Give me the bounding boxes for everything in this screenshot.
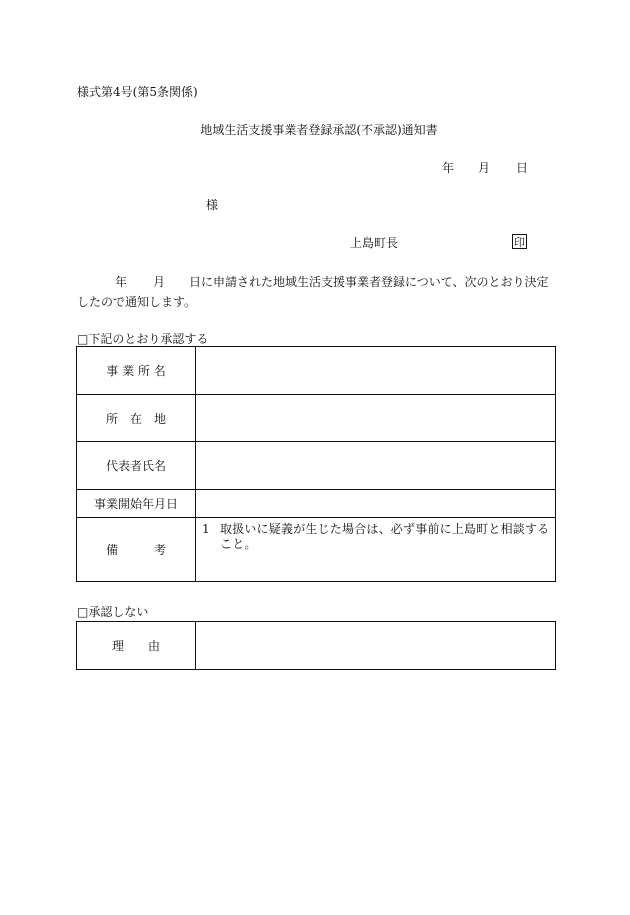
note-number: 1 — [202, 522, 210, 536]
note-text: 取扱いに疑義が生じた場合は、必ず事前に上島町と相談すること。 — [220, 522, 550, 551]
date-month: 月 — [478, 161, 491, 175]
date-line — [442, 162, 528, 174]
reject-section-label — [77, 606, 148, 618]
start-date-field[interactable] — [196, 490, 556, 518]
remarks-note — [196, 518, 555, 552]
remarks-header: 備 考 — [77, 518, 196, 582]
table-row — [77, 395, 556, 442]
approve-checkbox[interactable]: □ — [77, 332, 89, 346]
reason-header: 理 由 — [77, 622, 196, 670]
approve-label-text: 下記のとおり承認する — [88, 332, 209, 346]
date-day: 日 — [516, 161, 529, 175]
seal-mark: 印 — [514, 236, 525, 249]
table-row — [77, 442, 556, 490]
body-year: 年 — [115, 275, 128, 289]
approve-section-label — [77, 333, 208, 345]
representative-header: 代表者氏名 — [77, 442, 196, 490]
representative-field[interactable] — [196, 442, 556, 490]
table-row — [77, 518, 556, 582]
body-month: 月 — [153, 275, 166, 289]
date-year: 年 — [442, 161, 455, 175]
table-row — [77, 622, 556, 670]
reject-label-text: 承認しない — [88, 605, 149, 619]
form-number: 様式第4号(第5条関係) — [77, 85, 198, 99]
document-title: 地域生活支援事業者登録承認(不承認)通知書 — [200, 123, 438, 137]
office-name-field[interactable] — [196, 347, 556, 395]
address-header: 所 在 地 — [77, 395, 196, 442]
body-text — [77, 272, 555, 312]
body-rest: 日に申請された地域生活支援事業者登録について、次のとおり決定したので通知します。 — [77, 275, 549, 309]
reason-field[interactable] — [196, 622, 556, 670]
rejection-table — [76, 621, 556, 670]
start-date-header: 事業開始年月日 — [77, 490, 196, 518]
table-row — [77, 490, 556, 518]
reject-checkbox[interactable]: □ — [77, 605, 89, 619]
office-name-header: 事 業 所 名 — [77, 347, 196, 395]
issuer: 上島町長 — [350, 236, 399, 250]
table-row — [77, 347, 556, 395]
remarks-field — [196, 518, 556, 582]
address-field[interactable] — [196, 395, 556, 442]
addressee: 様 — [206, 198, 219, 212]
approval-table — [76, 346, 556, 582]
